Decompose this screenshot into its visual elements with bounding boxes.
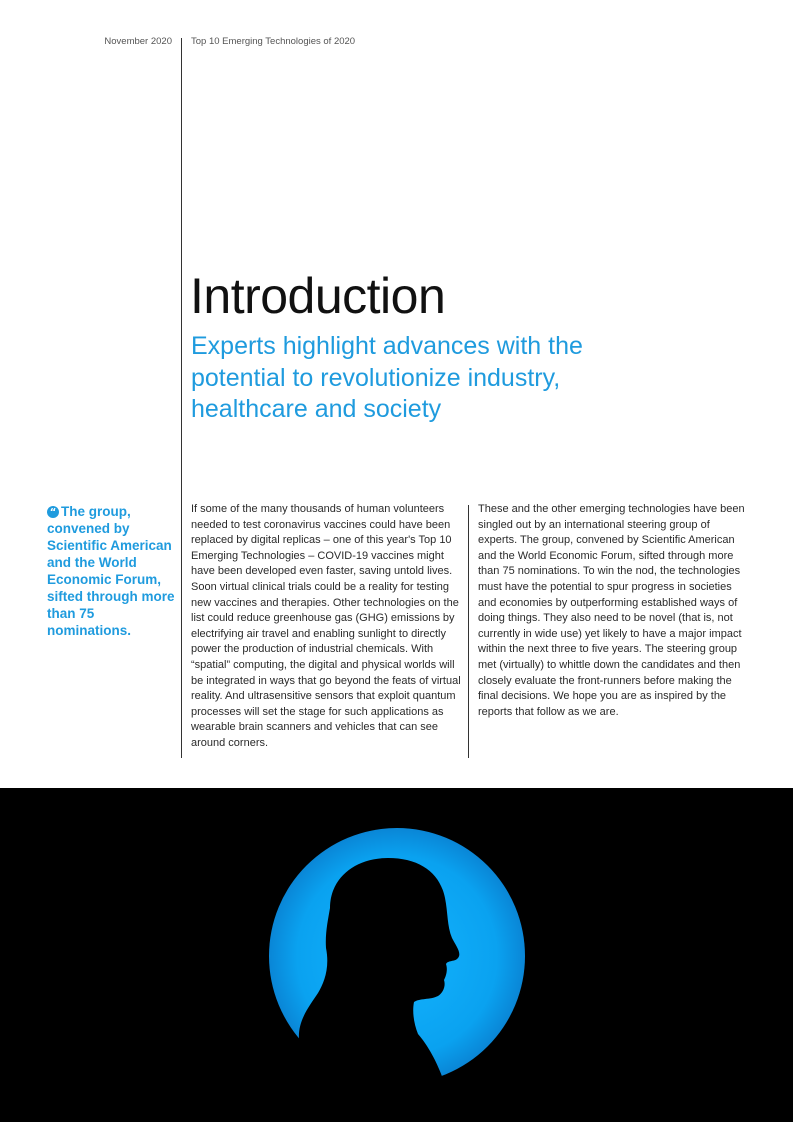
- quote-icon: “: [47, 506, 59, 518]
- pull-quote: [47, 503, 175, 639]
- column-divider: [468, 505, 469, 758]
- hero-photo: [0, 788, 793, 1122]
- page-title: Introduction: [190, 268, 446, 324]
- body-column-left: If some of the many thousands of human volunteers needed to test coronavirus vaccines could have been replaced by digital replicas – one of this year's Top 10 Emerging Technologies – COVID-19 vaccines might have been developed even faster, saving untold lives. Soon virtual clinical trials could be a reality for testing new vaccines and therapies. Other technologies on the list could reduce greenhouse gas (GHG) emissions by electrifying air travel and enabling sunlight to directly power the production of industrial chemicals. With “spatial” computing, the digital and physical worlds will be integrated in ways that go beyond the feats of virtual reality. And ultrasensitive sensors that exploit quantum processes will set the stage for such applications as wearable brain scanners and vehicles that can see around corners.: [191, 503, 461, 749]
- silhouette-portrait-image: [0, 788, 793, 1122]
- page-subtitle: Experts highlight advances with the potential to revolutionize industry, healthcare and society: [191, 332, 583, 423]
- body-column-right: These and the other emerging technologies have been singled out by an international steering group of experts. The group, convened by Scientific American and the World Economic Forum, sifted through more than 75 nominations. To win the nod, the technologies must have the potential to spur progress in societies and economies by outperforming established ways of doing things. They also need to be novel (that is, not currently in wide use) yet likely to have a major impact within the next three to five years. The steering group met (virtually) to whittle down the candidates and then closely evaluate the front-runners before making the final decisions. We hope you are as inspired by the reports that follow as we are.: [478, 503, 745, 718]
- header-date: November 2020: [104, 36, 172, 47]
- vertical-rule: [181, 38, 182, 758]
- pull-quote-text: The group, convened by Scientific American and the World Economic Forum, sifted through more than 75 nominations.: [47, 504, 175, 638]
- header-report-title: Top 10 Emerging Technologies of 2020: [191, 36, 356, 47]
